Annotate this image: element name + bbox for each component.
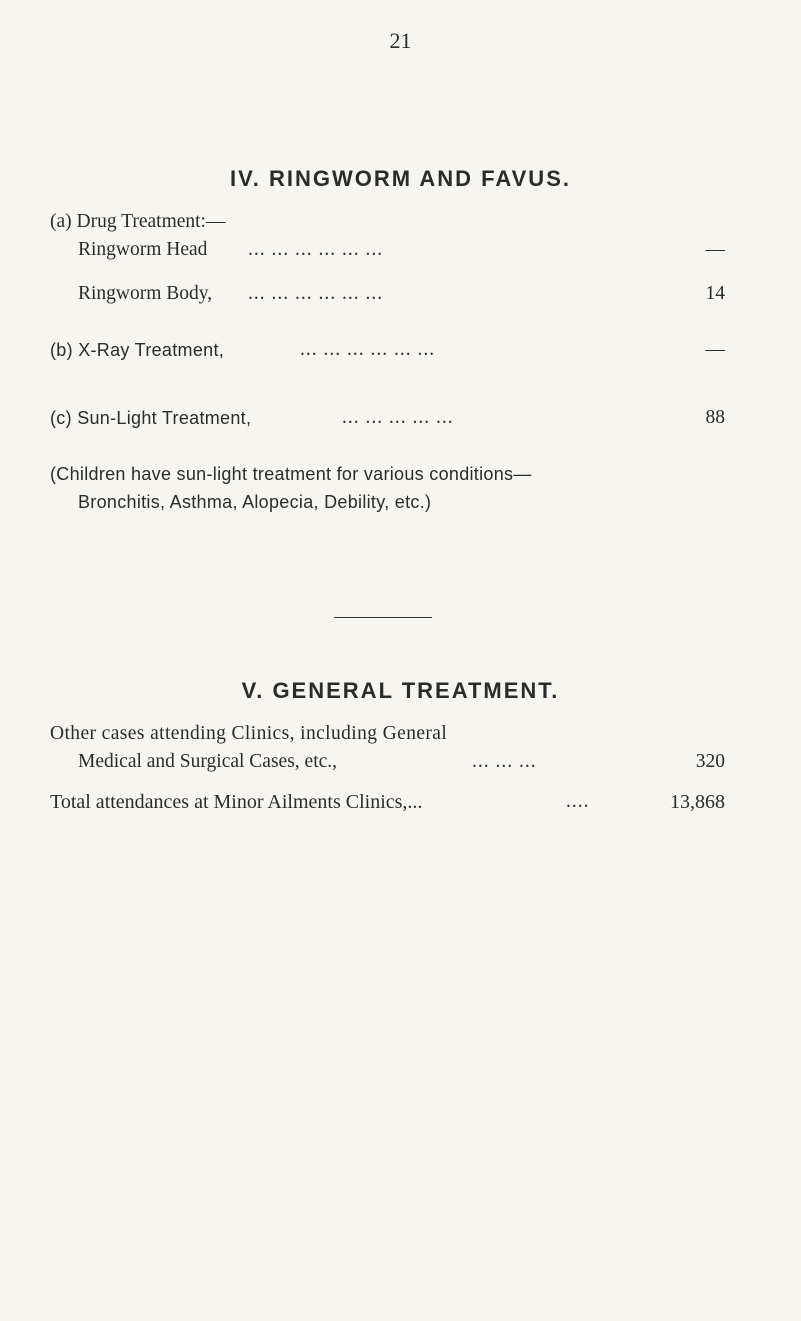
ringworm-head-dots: ... ... ... ... ... ... bbox=[248, 239, 384, 260]
xray-treatment-value: — bbox=[705, 339, 725, 360]
drug-treatment-label: (a) Drug Treatment:— bbox=[50, 211, 226, 232]
xray-treatment-label: (b) X-Ray Treatment, bbox=[50, 340, 225, 360]
other-cases-line-2: Medical and Surgical Cases, etc., bbox=[78, 751, 338, 772]
total-attendances-value: 13,868 bbox=[670, 791, 725, 813]
section-iv-heading: IV. RINGWORM AND FAVUS. bbox=[230, 166, 571, 191]
ringworm-body-label: Ringworm Body, bbox=[78, 283, 213, 304]
ringworm-head-value: — bbox=[705, 239, 725, 260]
total-attendances-label: Total attendances at Minor Ailments Clinics,... bbox=[50, 791, 423, 813]
sunlight-treatment-dots: ... ... ... ... ... bbox=[342, 407, 454, 428]
ringworm-body-dots: ... ... ... ... ... ... bbox=[248, 283, 384, 304]
section-divider bbox=[334, 617, 432, 618]
other-cases-dots: ... ... ... bbox=[472, 751, 537, 772]
total-attendances-dots: .... bbox=[566, 791, 590, 812]
sunlight-note-line-1: (Children have sun-light treatment for various conditions— bbox=[50, 464, 532, 484]
ringworm-body-value: 14 bbox=[705, 283, 725, 304]
sunlight-note-line-2: Bronchitis, Asthma, Alopecia, Debility, etc.) bbox=[78, 492, 432, 512]
ringworm-head-label: Ringworm Head bbox=[78, 239, 208, 260]
other-cases-line-1: Other cases attending Clinics, including General bbox=[50, 723, 448, 744]
sunlight-treatment-value: 88 bbox=[705, 407, 725, 428]
other-cases-value: 320 bbox=[695, 751, 725, 772]
page-number: 21 bbox=[389, 28, 412, 53]
sunlight-treatment-label: (c) Sun-Light Treatment, bbox=[50, 408, 252, 428]
section-v-heading: V. GENERAL TREATMENT. bbox=[241, 678, 560, 703]
xray-treatment-dots: ... ... ... ... ... ... bbox=[300, 339, 436, 360]
